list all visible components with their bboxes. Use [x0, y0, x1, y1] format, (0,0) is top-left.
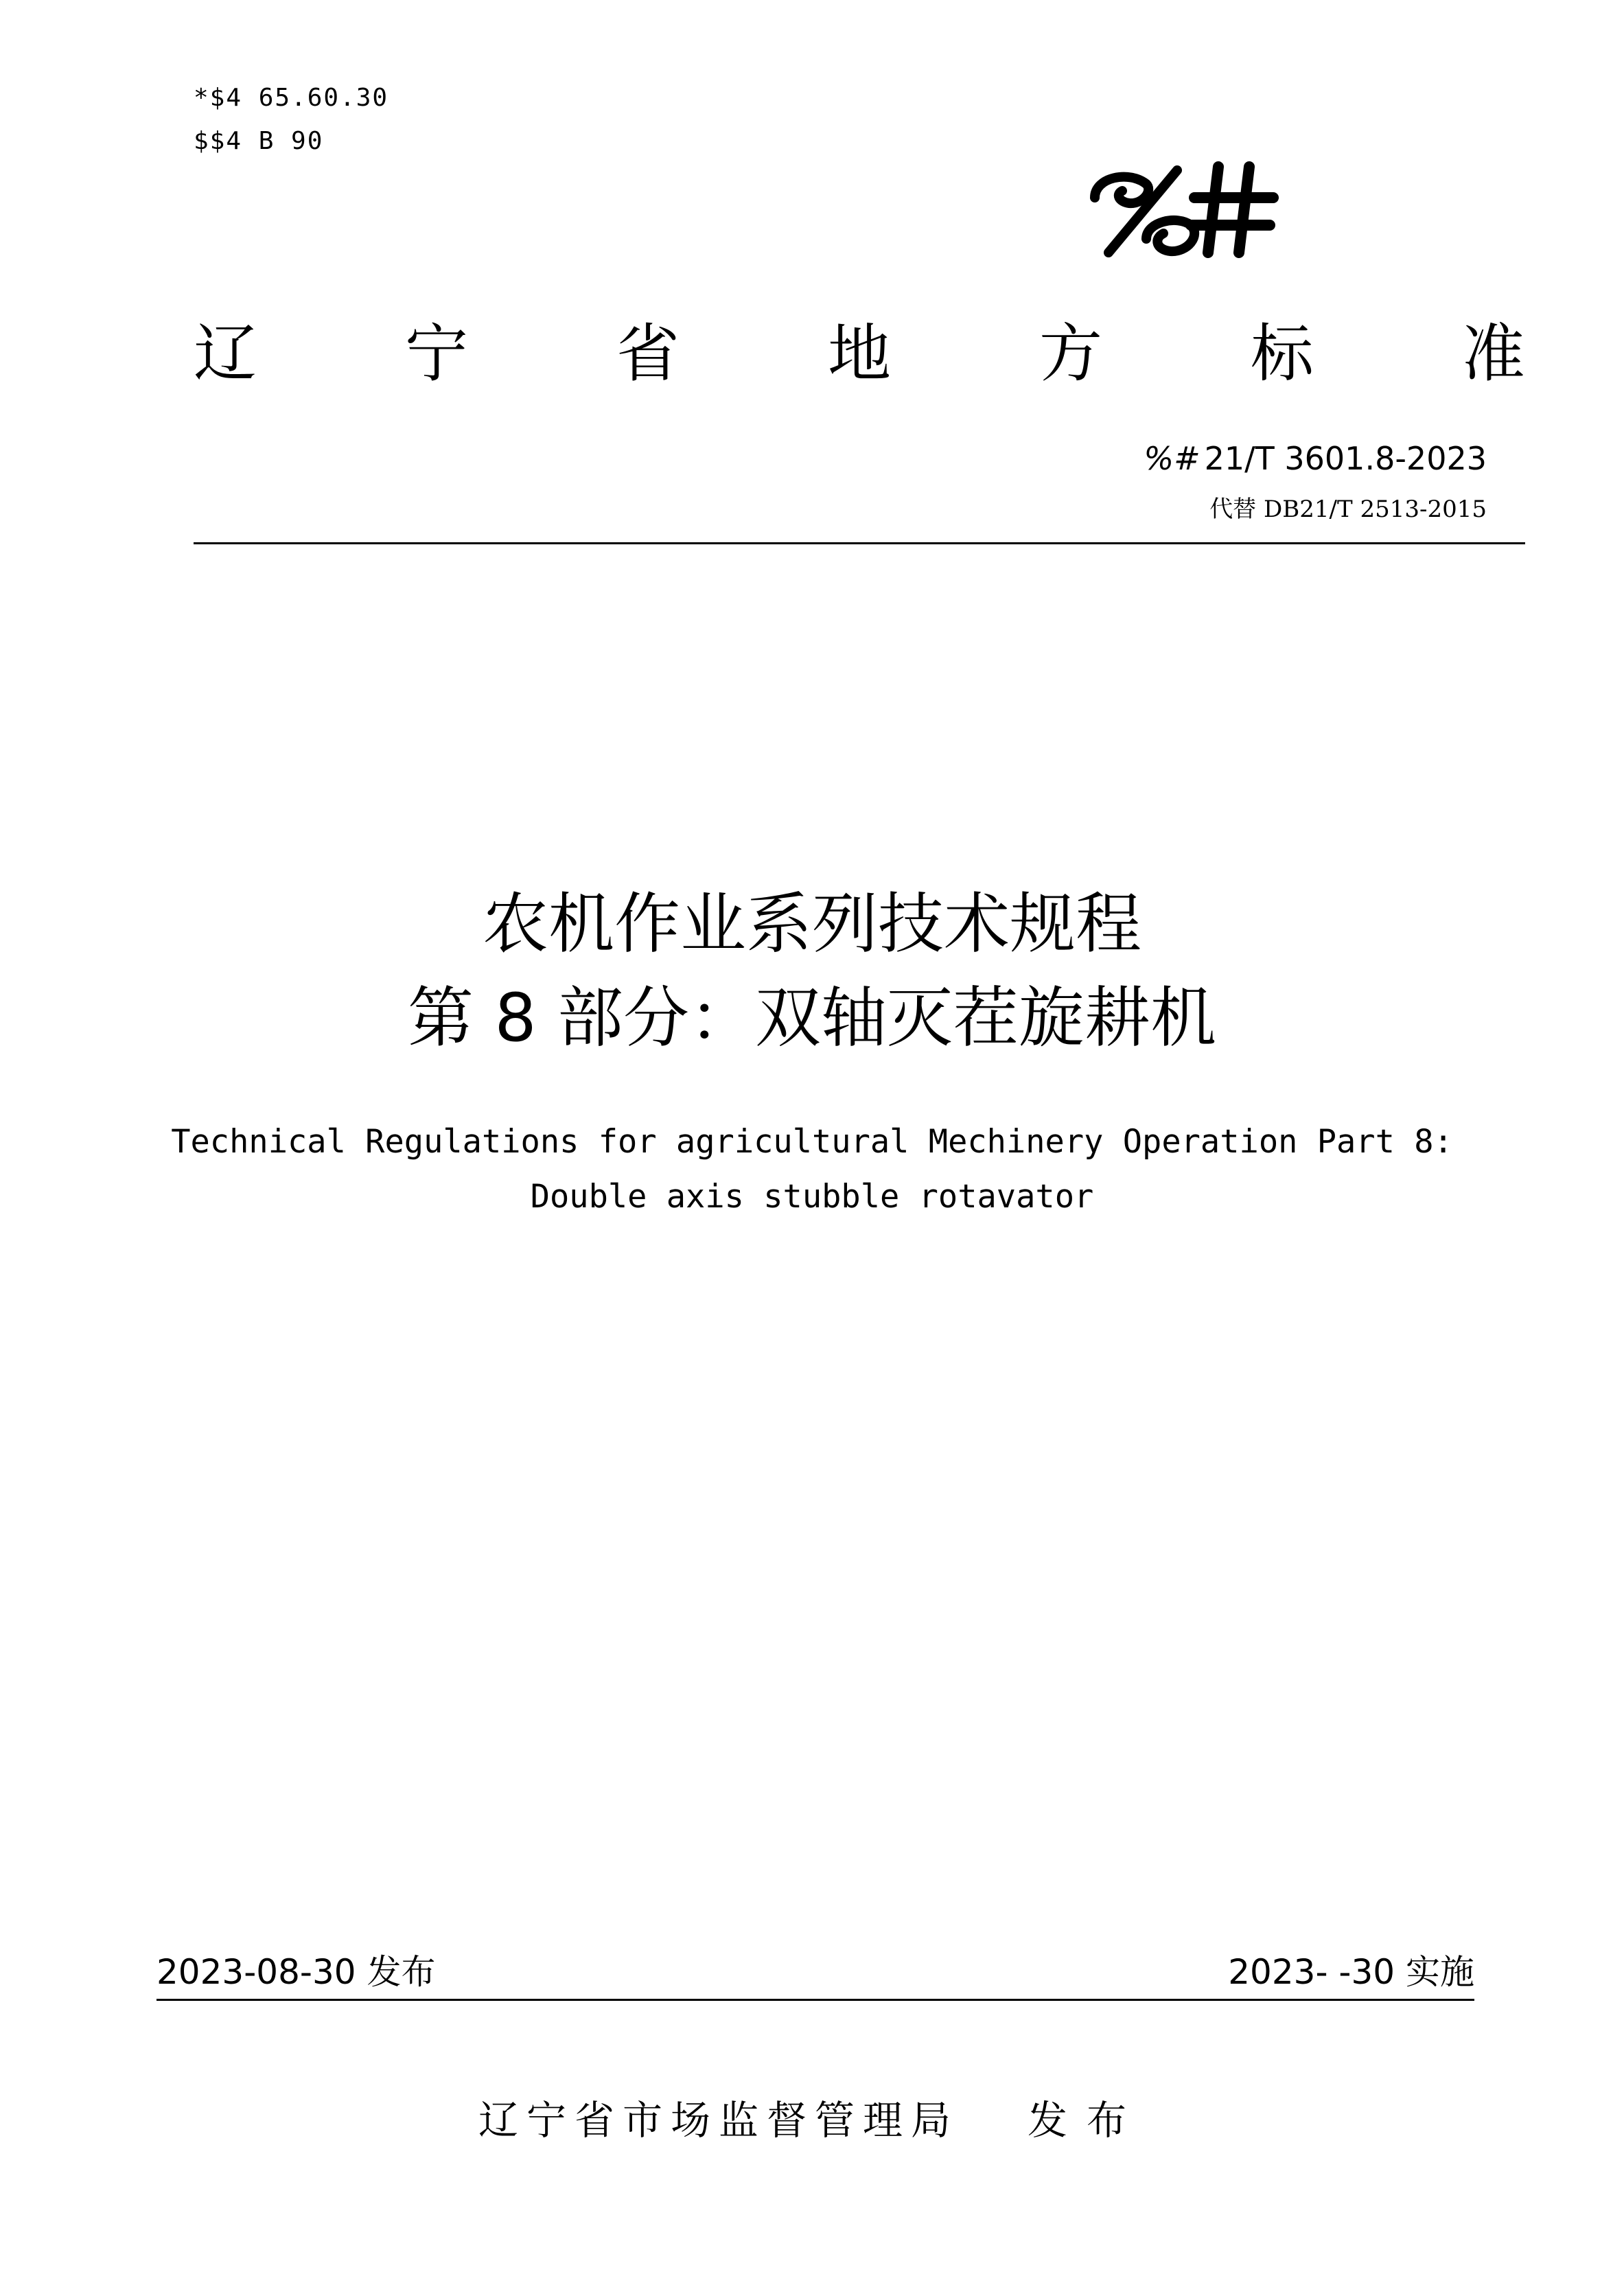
- category-char: 标: [1250, 317, 1314, 391]
- standard-number-prefix: %#: [1144, 440, 1200, 477]
- publisher-org: 辽宁省市场监督管理局: [478, 2097, 959, 2144]
- db-logo-icon: [1081, 156, 1287, 259]
- category-char: 地: [827, 317, 891, 391]
- title-en-line2: Double axis stubble rotavator: [530, 1178, 1094, 1216]
- publisher-verb: 发布: [1028, 2097, 1146, 2144]
- ccs-code: $$4 B 90: [194, 127, 324, 155]
- issue-date: 2023-08-30 发布: [156, 1952, 436, 1992]
- standard-number-value: 21/T 3601.8-2023: [1204, 440, 1487, 477]
- ics-code: *$4 65.60.30: [194, 84, 389, 112]
- category-char: 辽: [194, 317, 257, 391]
- header-divider: [194, 542, 1525, 544]
- replaces-standard: 代替 DB21/T 2513-2015: [1209, 496, 1487, 523]
- title-cn-line2: 第 8 部分：双轴灭茬旋耕机: [407, 979, 1217, 1056]
- standard-category-title: [194, 317, 1525, 391]
- title-cn-line1: 农机作业系列技术规程: [483, 885, 1141, 962]
- title-en-line1: Technical Regulations for agricultural Mechinery Operation Part 8:: [171, 1123, 1453, 1161]
- implementation-date: 2023- -30 实施: [1228, 1952, 1474, 1992]
- standard-number: [1144, 440, 1487, 477]
- category-char: 省: [616, 317, 680, 391]
- category-char: 宁: [404, 317, 468, 391]
- category-char: 方: [1039, 317, 1102, 391]
- category-char: 准: [1461, 317, 1525, 391]
- db-standard-logo: [1081, 156, 1287, 259]
- footer-divider: [156, 1999, 1474, 2001]
- publisher-line: [0, 2097, 1624, 2144]
